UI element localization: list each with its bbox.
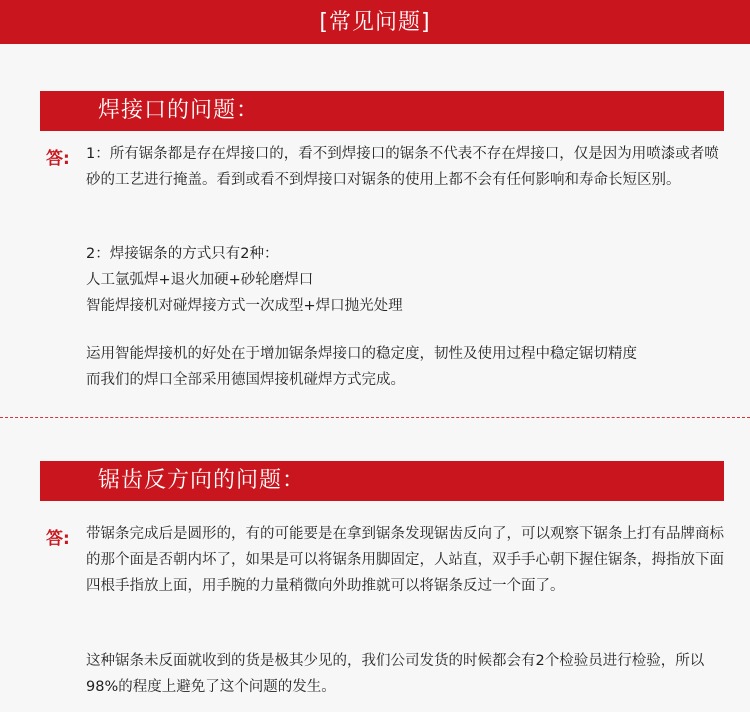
- answer-paragraph: 智能焊接机对碰焊接方式一次成型+焊口抛光处理: [86, 298, 403, 314]
- page-title: [常见问题]: [319, 10, 431, 35]
- answer-paragraph: 2：焊接锯条的方式只有2种：: [86, 246, 279, 262]
- answer-paragraph: 这种锯条未反面就收到的货是极其少见的，我们公司发货的时候都会有2个检验员进行检验，所以98%的程度上避免了这个问题的发生。: [86, 653, 705, 695]
- answer-paragraph: 带锯条完成后是圆形的，有的可能要是在拿到锯条发现锯齿反向了，可以观察下锯条上打有品牌商标的那个面是否朝内坏了，如果是可以将锯条用脚固定，人站直，双手手心朝下握住锯条，拇指放下面四根手指放上面，用手腕的力量稍微向外助推就可以将锯条反过一个面了。: [86, 526, 724, 594]
- answer-paragraph: 人工氩弧焊+退火加硬+砂轮磨焊口: [86, 272, 314, 288]
- answer-label: 答:: [46, 529, 70, 549]
- answer-paragraph: 1：所有锯条都是存在焊接口的，看不到焊接口的锯条不代表不存在焊接口，仅是因为用喷漆或者喷砂的工艺进行掩盖。看到或看不到焊接口对锯条的使用上都不会有任何影响和寿命长短区别。: [86, 146, 719, 188]
- answer-paragraph: 而我们的焊口全部采用德国焊接机碰焊方式完成。: [86, 372, 405, 388]
- section-title-reverse-teeth: 锯齿反方向的问题：: [98, 468, 306, 493]
- answer-paragraph: 运用智能焊接机的好处在于增加锯条焊接口的稳定度，韧性及使用过程中稳定锯切精度: [86, 346, 637, 362]
- answer-label: 答:: [46, 149, 70, 169]
- section-title-welding: 焊接口的问题：: [98, 98, 260, 123]
- section-divider: [0, 417, 750, 418]
